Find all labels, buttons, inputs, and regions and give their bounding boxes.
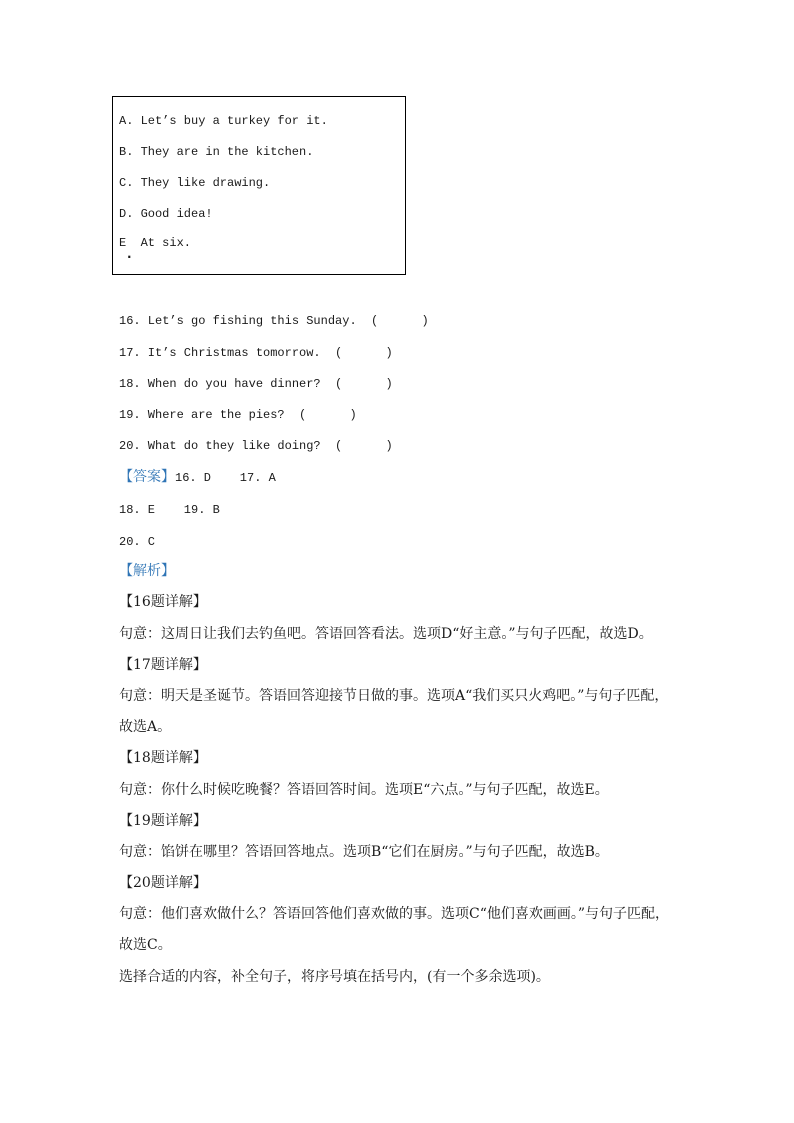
option-letter: C. bbox=[119, 176, 134, 190]
analysis-text: 句意：这周日让我们去钓鱼吧。答语回答看法。选项D“好主意。”与句子匹配，故选D。 bbox=[119, 626, 653, 642]
option-letter: A. bbox=[119, 114, 134, 128]
option-text: They are in the kitchen. bbox=[140, 145, 314, 159]
answer-line bbox=[119, 467, 276, 487]
answer-label: 【答案】 bbox=[119, 469, 175, 485]
option-d bbox=[119, 204, 213, 224]
answer-values: 16. D 17. A bbox=[175, 471, 276, 485]
answer-line: 18. E 19. B bbox=[119, 503, 220, 517]
analysis-heading-20: 【20题详解】 bbox=[119, 875, 207, 891]
option-letter: E bbox=[119, 236, 127, 250]
analysis-heading-18: 【18题详解】 bbox=[119, 750, 207, 766]
question-19: 19. Where are the pies? ( ) bbox=[119, 408, 357, 422]
option-text: Good idea! bbox=[140, 207, 213, 221]
analysis-text: 故选C。 bbox=[119, 937, 172, 953]
stray-punctuation-mark: · bbox=[127, 250, 132, 264]
analysis-text: 句意：他们喜欢做什么？答语回答他们喜欢做的事。选项C“他们喜欢画画。”与句子匹配， bbox=[119, 906, 670, 922]
question-17: 17. It’s Christmas tomorrow. ( ) bbox=[119, 346, 393, 360]
analysis-heading-17: 【17题详解】 bbox=[119, 657, 207, 673]
analysis-heading-19: 【19题详解】 bbox=[119, 813, 207, 829]
question-16: 16. Let’s go fishing this Sunday. ( ) bbox=[119, 314, 429, 328]
analysis-text: 句意：馅饼在哪里？答语回答地点。选项B“它们在厨房。”与句子匹配，故选B。 bbox=[119, 844, 609, 860]
analysis-text: 句意：你什么时候吃晚餐？答语回答时间。选项E“六点。”与句子匹配，故选E。 bbox=[119, 782, 609, 798]
option-a bbox=[119, 111, 328, 131]
option-c bbox=[119, 173, 270, 193]
question-20: 20. What do they like doing? ( ) bbox=[119, 439, 393, 453]
analysis-label: 【解析】 bbox=[119, 563, 175, 579]
options-box bbox=[112, 96, 406, 275]
option-letter: D. bbox=[119, 207, 134, 221]
option-b bbox=[119, 142, 313, 162]
answer-line: 20. C bbox=[119, 535, 156, 549]
analysis-text: 故选A。 bbox=[119, 719, 172, 735]
question-18: 18. When do you have dinner? ( ) bbox=[119, 377, 393, 391]
option-letter: B. bbox=[119, 145, 134, 159]
option-text: They like drawing. bbox=[140, 176, 271, 190]
analysis-text: 句意：明天是圣诞节。答语回答迎接节日做的事。选项A“我们买只火鸡吧。”与句子匹配， bbox=[119, 688, 669, 704]
option-text: At six. bbox=[140, 236, 191, 250]
option-text: Let’s buy a turkey for it. bbox=[140, 114, 328, 128]
instruction-text: 选择合适的内容，补全句子，将序号填在括号内，(有一个多余选项)。 bbox=[119, 969, 550, 985]
analysis-heading-16: 【16题详解】 bbox=[119, 594, 207, 610]
